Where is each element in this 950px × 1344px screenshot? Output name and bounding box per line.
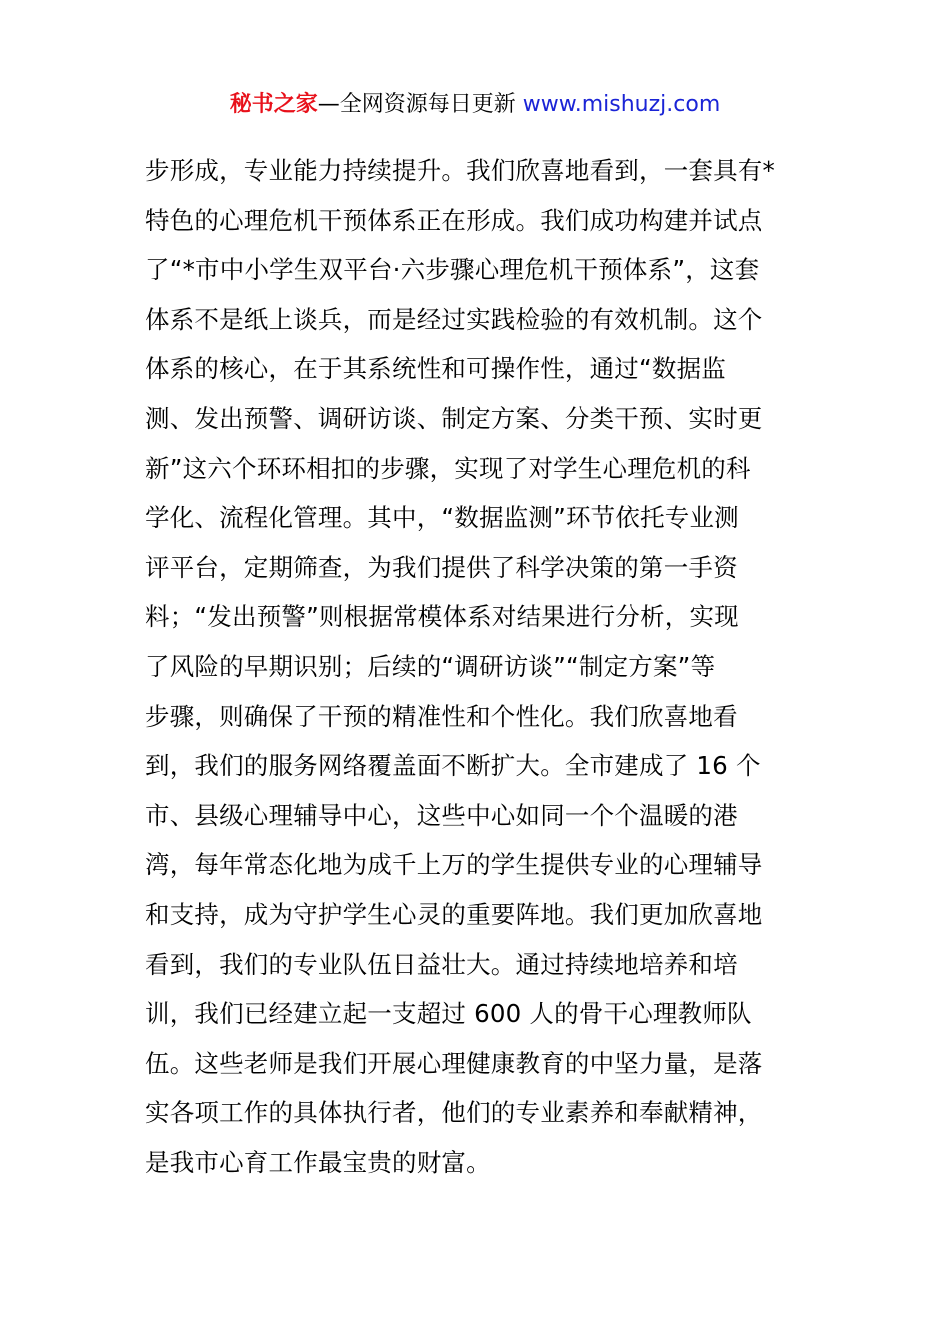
header-tagline: —全网资源每日更新 <box>317 92 523 117</box>
text-line: 了“*市中小学生双平台·六步骤心理危机干预体系”，这套 <box>145 255 760 285</box>
brand-name: 秘书之家 <box>229 92 318 117</box>
text-line: 特色的心理危机干预体系正在形成。我们成功构建并试点 <box>145 205 763 235</box>
text-line: 和支持，成为守护学生心灵的重要阵地。我们更加欣喜地 <box>145 899 763 929</box>
page-header <box>0 88 950 122</box>
text-line: 看到，我们的专业队伍日益壮大。通过持续地培养和培 <box>145 949 738 979</box>
text-line: 实各项工作的具体执行者，他们的专业素养和奉献精神， <box>145 1098 763 1128</box>
text-line: 伍。这些老师是我们开展心理健康教育的中坚力量，是落 <box>145 1048 763 1078</box>
text-line: 湾，每年常态化地为成千上万的学生提供专业的心理辅导 <box>145 850 763 880</box>
site-url-link[interactable]: www.mishuzj.com <box>522 92 721 117</box>
text-line: 训，我们已经建立起一支超过 600 人的骨干心理教师队 <box>145 999 752 1029</box>
text-line: 市、县级心理辅导中心，这些中心如同一个个温暖的港 <box>145 800 738 830</box>
text-line: 体系的核心，在于其系统性和可操作性，通过“数据监 <box>145 354 726 384</box>
text-line: 学化、流程化管理。其中，“数据监测”环节依托专业测 <box>145 503 739 533</box>
text-line: 了风险的早期识别；后续的“调研访谈”“制定方案”等 <box>145 651 716 681</box>
document-body <box>145 146 815 1187</box>
text-line: 新”这六个环环相扣的步骤，实现了对学生心理危机的科 <box>145 453 751 483</box>
text-line: 到，我们的服务网络覆盖面不断扩大。全市建成了 16 个 <box>145 751 761 781</box>
text-line: 体系不是纸上谈兵，而是经过实践检验的有效机制。这个 <box>145 304 763 334</box>
text-line: 步骤，则确保了干预的精准性和个性化。我们欣喜地看 <box>145 701 738 731</box>
text-line: 料；“发出预警”则根据常模体系对结果进行分析，实现 <box>145 602 739 632</box>
text-line: 评平台，定期筛查，为我们提供了科学决策的第一手资 <box>145 552 738 582</box>
text-line: 测、发出预警、调研访谈、制定方案、分类干预、实时更 <box>145 403 763 433</box>
text-line: 是我市心育工作最宝贵的财富。 <box>145 1147 491 1177</box>
text-line: 步形成，专业能力持续提升。我们欣喜地看到，一套具有* <box>145 156 775 185</box>
